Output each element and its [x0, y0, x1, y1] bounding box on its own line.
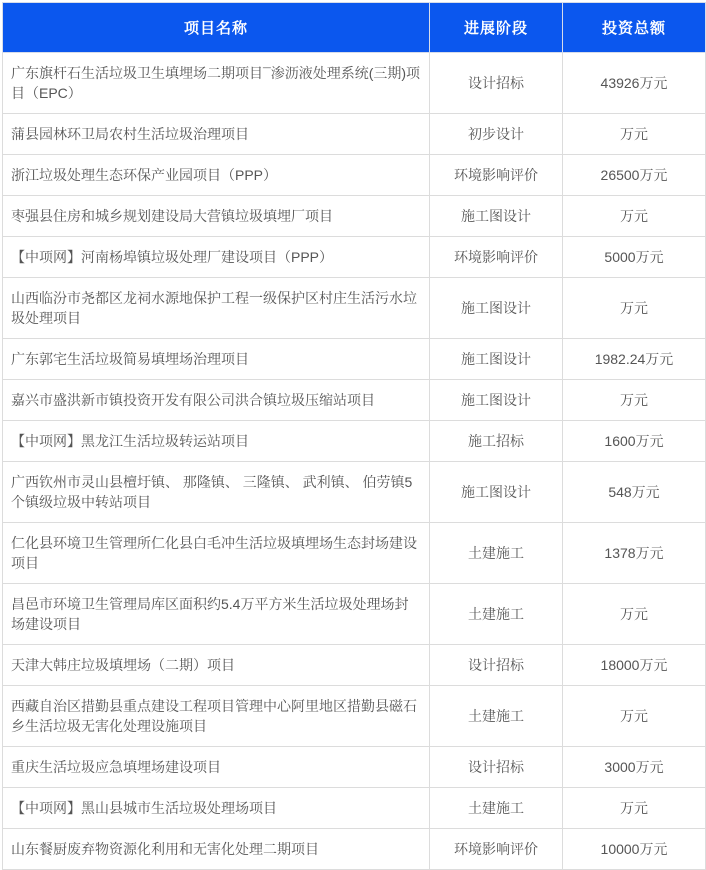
project-name-cell[interactable]: 蒲县园林环卫局农村生活垃圾治理项目 — [3, 114, 430, 155]
table-row — [3, 523, 706, 584]
investment-cell: 万元 — [563, 114, 706, 155]
investment-cell: 18000万元 — [563, 645, 706, 686]
stage-cell: 施工图设计 — [430, 278, 563, 339]
project-name-cell[interactable]: 山西临汾市尧都区龙祠水源地保护工程一级保护区村庄生活污水垃圾处理项目 — [3, 278, 430, 339]
investment-cell: 万元 — [563, 278, 706, 339]
stage-cell: 设计招标 — [430, 645, 563, 686]
investment-cell: 万元 — [563, 196, 706, 237]
investment-cell: 548万元 — [563, 462, 706, 523]
stage-cell: 土建施工 — [430, 686, 563, 747]
project-name-cell[interactable]: 广西钦州市灵山县檀圩镇、 那隆镇、 三隆镇、 武利镇、 伯劳镇5个镇级垃圾中转站项目 — [3, 462, 430, 523]
table-row — [3, 788, 706, 829]
table-row — [3, 462, 706, 523]
table-row — [3, 584, 706, 645]
table-row — [3, 645, 706, 686]
project-name-cell[interactable]: 昌邑市环境卫生管理局库区面积约5.4万平方米生活垃圾处理场封场建设项目 — [3, 584, 430, 645]
investment-cell: 1982.24万元 — [563, 339, 706, 380]
stage-cell: 施工图设计 — [430, 339, 563, 380]
investment-cell: 万元 — [563, 584, 706, 645]
stage-cell: 施工招标 — [430, 421, 563, 462]
project-name-cell[interactable]: 【中项网】黑山县城市生活垃圾处理场项目 — [3, 788, 430, 829]
project-name-cell[interactable]: 浙江垃圾处理生态环保产业园项目（PPP） — [3, 155, 430, 196]
investment-cell: 1600万元 — [563, 421, 706, 462]
stage-cell: 土建施工 — [430, 788, 563, 829]
investment-cell: 10000万元 — [563, 829, 706, 870]
table-row — [3, 278, 706, 339]
stage-cell: 环境影响评价 — [430, 155, 563, 196]
project-name-cell[interactable]: 重庆生活垃圾应急填埋场建设项目 — [3, 747, 430, 788]
investment-cell: 26500万元 — [563, 155, 706, 196]
table-row — [3, 421, 706, 462]
table-row — [3, 237, 706, 278]
column-header-investment: 投资总额 — [563, 3, 706, 53]
investment-cell: 3000万元 — [563, 747, 706, 788]
investment-cell: 43926万元 — [563, 53, 706, 114]
project-name-cell[interactable]: 嘉兴市盛洪新市镇投资开发有限公司洪合镇垃圾压缩站项目 — [3, 380, 430, 421]
stage-cell: 施工图设计 — [430, 380, 563, 421]
investment-cell: 5000万元 — [563, 237, 706, 278]
projects-table-container — [2, 2, 680, 870]
stage-cell: 设计招标 — [430, 747, 563, 788]
table-row — [3, 53, 706, 114]
investment-cell: 1378万元 — [563, 523, 706, 584]
table-row — [3, 196, 706, 237]
investment-cell: 万元 — [563, 686, 706, 747]
project-name-cell[interactable]: 枣强县住房和城乡规划建设局大营镇垃圾填埋厂项目 — [3, 196, 430, 237]
projects-table — [2, 2, 706, 870]
column-header-project-name: 项目名称 — [3, 3, 430, 53]
table-row — [3, 686, 706, 747]
stage-cell: 土建施工 — [430, 523, 563, 584]
project-name-cell[interactable]: 西藏自治区措勤县重点建设工程项目管理中心阿里地区措勤县磁石乡生活垃圾无害化处理设施项目 — [3, 686, 430, 747]
stage-cell: 环境影响评价 — [430, 829, 563, 870]
stage-cell: 设计招标 — [430, 53, 563, 114]
project-name-cell[interactable]: 仁化县环境卫生管理所仁化县白毛冲生活垃圾填埋场生态封场建设项目 — [3, 523, 430, 584]
header-row — [3, 3, 706, 53]
table-row — [3, 747, 706, 788]
project-name-cell[interactable]: 天津大韩庄垃圾填埋场（二期）项目 — [3, 645, 430, 686]
project-name-cell[interactable]: 山东餐厨废弃物资源化利用和无害化处理二期项目 — [3, 829, 430, 870]
project-name-cell[interactable]: 【中项网】河南杨埠镇垃圾处理厂建设项目（PPP） — [3, 237, 430, 278]
stage-cell: 施工图设计 — [430, 462, 563, 523]
stage-cell: 土建施工 — [430, 584, 563, 645]
investment-cell: 万元 — [563, 380, 706, 421]
table-row — [3, 829, 706, 870]
stage-cell: 施工图设计 — [430, 196, 563, 237]
table-row — [3, 155, 706, 196]
table-row — [3, 114, 706, 155]
project-name-cell[interactable]: 【中项网】黑龙江生活垃圾转运站项目 — [3, 421, 430, 462]
stage-cell: 环境影响评价 — [430, 237, 563, 278]
investment-cell: 万元 — [563, 788, 706, 829]
table-row — [3, 380, 706, 421]
table-row — [3, 339, 706, 380]
column-header-stage: 进展阶段 — [430, 3, 563, 53]
project-name-cell[interactable]: 广东旗杆石生活垃圾卫生填埋场二期项目¯渗沥液处理系统(三期)项目（EPC） — [3, 53, 430, 114]
project-name-cell[interactable]: 广东郭宅生活垃圾简易填埋场治理项目 — [3, 339, 430, 380]
stage-cell: 初步设计 — [430, 114, 563, 155]
